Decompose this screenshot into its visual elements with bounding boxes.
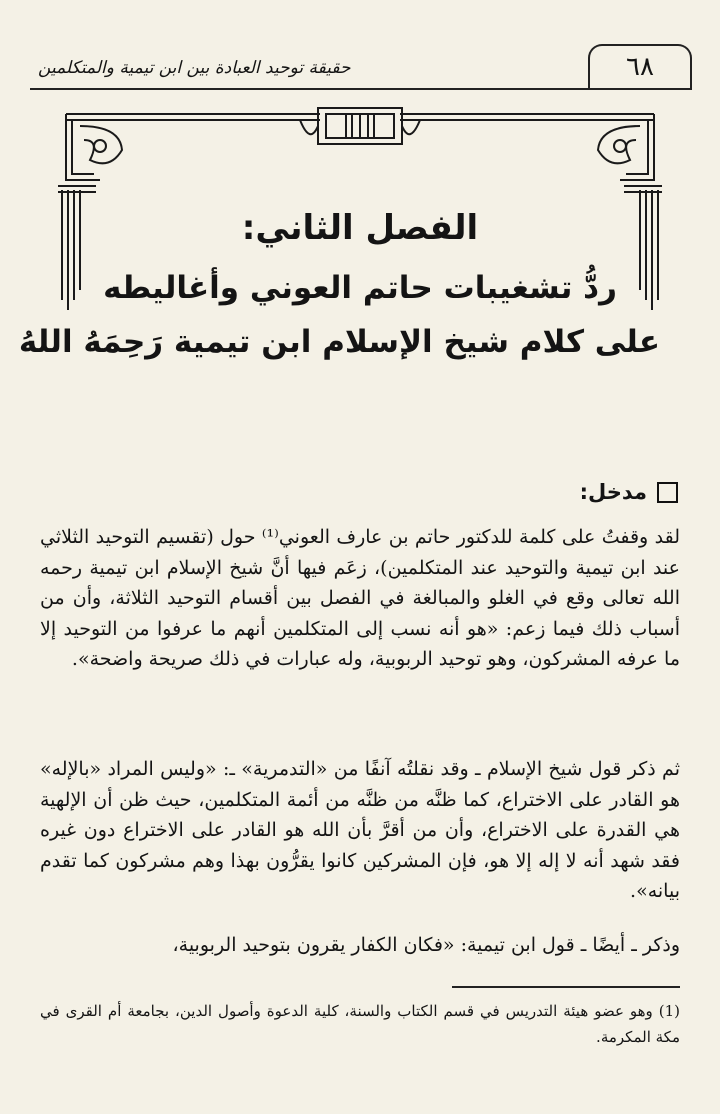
page-number: ٦٨: [588, 44, 692, 90]
section-heading-label: مدخل:: [579, 480, 647, 504]
running-head: حقيقة توحيد العبادة بين ابن تيمية والمتكلمين: [38, 58, 351, 78]
body-paragraph-1: لقد وقفتُ على كلمة للدكتور حاتم بن عارف العوني⁽¹⁾ حول (تقسيم التوحيد الثلاثي عند ابن تيمية والتوحيد عند المتكلمين)، زعَم فيها أنَّ شيخ الإسلام ابن تيمية رحمه الله تعالى وقع في الغلو والمبالغة في الفصل بين أقسام التوحيد الثلاثة، وأن من أسباب ذلك فيما زعم: «هو أنه نسب إلى المتكلمين أنهم ما عرفوا من التوحيد إلا ما عرفه المشركون، وهو توحيد الربوبية، وله عبارات في ذلك صريحة واضحة».: [40, 526, 680, 670]
body-paragraph-2: ثم ذكر قول شيخ الإسلام ـ وقد نقلتُه آنفًا من «التدمرية» ـ: «وليس المراد «بالإله» هو القادر على الاختراع، كما ظنَّه من ظنَّه من أئمة المتكلمين، حيث ظن أن الإلهية هي القدرة على الاختراع، وأن من أقرَّ بأن الله هو القادر على الاختراع دون غيره فقد شهد أنه لا إله إلا هو، فإن المشركين كانوا يقرُّون بهذا وهم مشركون كما تقدم بيانه».: [40, 758, 680, 902]
section-heading: [580, 480, 678, 504]
chapter-subtitle-line-2: على كلام شيخ الإسلام ابن تيمية رَحِمَهُ اللهُ: [18, 324, 660, 360]
footnote-rule: [452, 986, 680, 988]
footnote: (1) وهو عضو هيئة التدريس في قسم الكتاب والسنة، كلية الدعوة وأصول الدين، بجامعة أم القرى في مكة المكرمة.: [40, 1002, 680, 1046]
chapter-title: الفصل الثاني:: [241, 208, 479, 248]
body-paragraph-3: وذكر ـ أيضًا ـ قول ابن تيمية: «فكان الكفار يقرون بتوحيد الربوبية،: [172, 934, 680, 956]
chapter-subtitle-line-1: ردُّ تشغيبات حاتم العوني وأغاليطه: [103, 270, 617, 306]
square-bullet-icon: [657, 482, 678, 503]
